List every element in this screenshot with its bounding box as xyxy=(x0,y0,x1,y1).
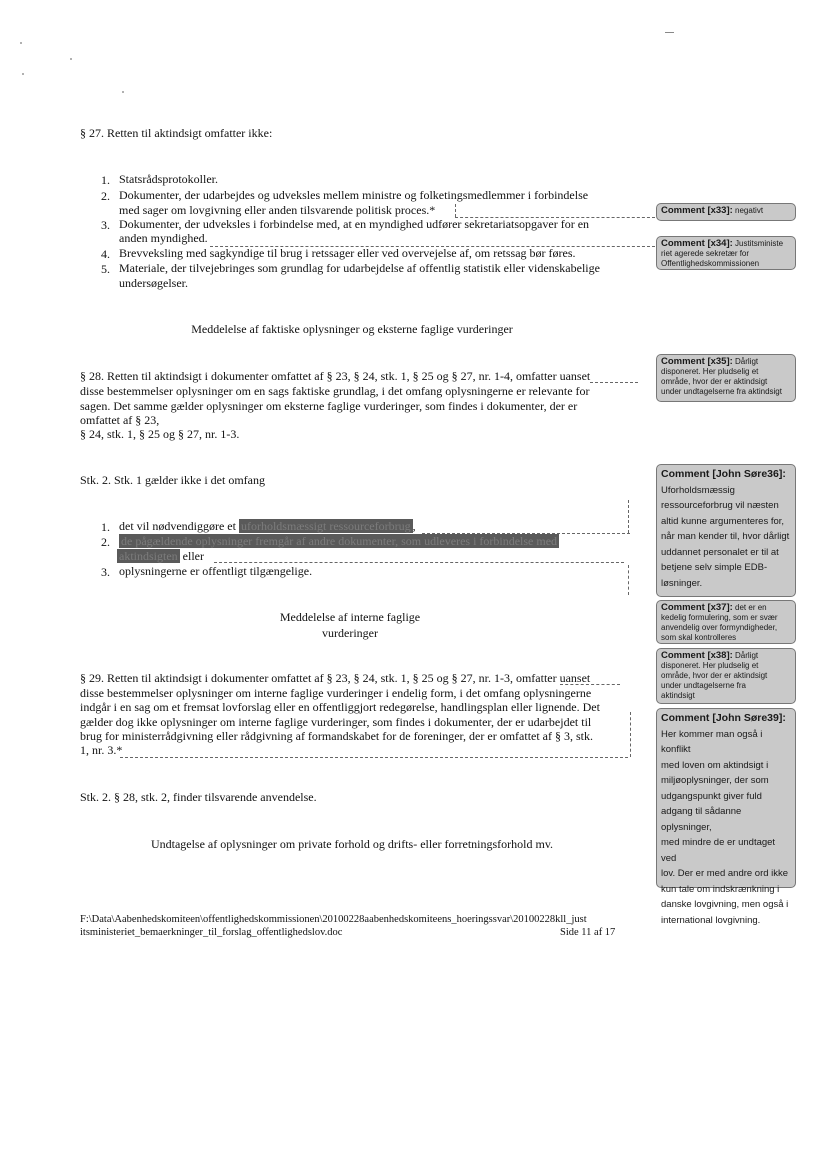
redacted-text: aktindsigten xyxy=(119,549,178,563)
comment-body: område, hvor der er aktindsigt xyxy=(661,377,768,386)
comment-body: uddannet personalet er til at xyxy=(661,546,779,558)
list-item-text: Statsrådsprotokoller. xyxy=(119,172,218,186)
scan-speck xyxy=(22,73,24,75)
redacted-text: uforholdsmæssigt ressourceforbrug xyxy=(240,519,411,533)
comment-body: anvendelig over formyndigheder, xyxy=(661,623,778,632)
comment-body: Uforholdsmæssig xyxy=(661,484,735,496)
comment-body: lov. Der er med andre ord ikke xyxy=(661,868,789,879)
comment-body: med mindre de er undtaget ved xyxy=(661,837,776,864)
paragraph-line: sagen. Det samme gælder oplysninger om eksterne faglige vurderinger, som findes i dokumenter, der er xyxy=(80,399,578,413)
list-number: 5. xyxy=(101,262,110,276)
comment-body: disponeret. Her pludselig et xyxy=(661,661,759,670)
comment-body: danske lovgivning, men også i xyxy=(661,899,789,910)
footer-path: F:\Data\Aabenhedskomiteen\offentlighedskommissionen\20100228aabenhedskomiteens_hoeringssvar\20100228kll_just xyxy=(80,914,587,925)
list-item-punct: , xyxy=(412,519,416,533)
list-number: 3. xyxy=(101,218,110,232)
section-heading: Meddelelse af faktiske oplysninger og eksterne faglige vurderinger xyxy=(191,322,513,336)
list-item-text-a: det vil nødvendiggøre et xyxy=(119,519,236,533)
section-heading: vurderinger xyxy=(322,626,378,640)
comment-body: under undtagelserne fra aktindsigt xyxy=(661,387,782,396)
comment-body: riet agerede sekretær for xyxy=(661,249,750,258)
comment-title: Comment [John Søre39]: xyxy=(661,712,786,724)
comment-balloon[interactable] xyxy=(656,236,796,270)
redacted-text: de pågældende oplysninger fremgår af andre dokumenter, som udleveres i forbindelse med xyxy=(121,534,558,548)
comment-body: Dårligt xyxy=(735,357,759,366)
comment-balloon[interactable] xyxy=(656,464,796,597)
comment-body: som skal kontrolleres xyxy=(661,633,737,642)
comment-connector xyxy=(214,562,624,563)
list-number: 1. xyxy=(101,520,110,534)
comment-connector xyxy=(455,204,456,217)
comment-body: Offentlighedskommissionen xyxy=(661,259,760,268)
comment-body: miljøoplysninger, der som xyxy=(661,775,769,786)
comment-body: område, hvor der er aktindsigt xyxy=(661,671,768,680)
comment-body: Justitsministe xyxy=(735,239,784,248)
comment-connector xyxy=(628,500,629,533)
comment-body: med loven om aktindsigt i xyxy=(661,759,769,771)
list-number: 4. xyxy=(101,247,110,261)
comment-body: aktindsigt xyxy=(661,691,695,700)
list-item-text: Dokumenter, der udveksles i forbindelse med, at en myndighed udfører sekretariatsopgaver for en xyxy=(119,217,590,231)
comment-body: udgangspunkt giver fuld xyxy=(661,790,762,802)
paragraph-line: § 24, stk. 1, § 25 og § 27, nr. 1-3. xyxy=(80,427,240,441)
scan-speck xyxy=(665,32,674,33)
comment-balloon[interactable] xyxy=(656,600,796,644)
comment-connector xyxy=(590,382,638,383)
scan-speck xyxy=(70,58,72,60)
section-heading: Undtagelse af oplysninger om private forhold og drifts- eller forretningsforhold mv. xyxy=(150,837,554,851)
comment-body: disponeret. Her pludselig et xyxy=(661,367,759,376)
list-number: 2. xyxy=(101,535,110,549)
comment-connector xyxy=(560,684,620,685)
paragraph-line: § 29. Retten til aktindsigt i dokumenter omfattet af § 23, § 24, stk. 1, § 25 og § 27, nr. 1-3, omfatter uanset xyxy=(80,671,591,685)
list-item-text: med sager om lovgivning eller anden tilsvarende politisk proces.* xyxy=(119,203,436,217)
list-item-text: Dokumenter, der udarbejdes og udveksles mellem ministre og folketingsmedlemmer i forbindelse xyxy=(119,188,589,202)
comment-connector xyxy=(455,217,655,218)
comment-body: international lovgivning. xyxy=(661,914,761,926)
list-item-text xyxy=(119,520,416,533)
comment-body: Her kommer man også i konflikt xyxy=(661,728,763,755)
paragraph-line: § 28. Retten til aktindsigt i dokumenter omfattet af § 23, § 24, stk. 1, § 25 og § 27, nr. 1-4, omfatter uanset xyxy=(80,369,591,383)
footer-path: itsministeriet_bemaerkninger_til_forslag_offentlighedslov.doc xyxy=(80,927,343,938)
comment-connector xyxy=(210,246,655,247)
paragraph-line: disse bestemmelser oplysninger om interne faglige vurderinger i endelig form, i det omfang oplysningerne xyxy=(80,686,592,700)
paragraph-line: brug for ministerrådgivning eller rådgivning af formandskabet for de foreninger, der er omfattet af § 3, stk. xyxy=(80,729,594,743)
comment-connector xyxy=(628,565,629,595)
comment-body: Dårligt xyxy=(735,651,759,660)
paragraph-line: disse bestemmelser oplysninger om en sags faktiske grundlag, i det omfang oplysningerne er relevante for xyxy=(80,384,590,398)
comment-balloon[interactable] xyxy=(656,648,796,704)
list-item-text xyxy=(117,550,204,563)
list-item-text-b: eller xyxy=(179,549,204,563)
comment-balloon[interactable] xyxy=(656,354,796,402)
paragraph-line: gælder dog ikke oplysninger om interne faglige vurderinger, som findes i dokumenter, der er udarbejdet til xyxy=(80,715,592,729)
comment-title: Comment [x38]: xyxy=(661,650,733,661)
comment-body: kun tale om indskrænkning i xyxy=(661,883,780,895)
comment-connector xyxy=(120,757,628,758)
paragraph-line: indgår i en sag om et fremsat lovforslag eller en offentliggjort redegørelse, handlingsplan eller lignende. Det xyxy=(80,700,600,714)
page-number: Side 11 af 17 xyxy=(560,927,616,938)
comment-title: Comment [John Søre36]: xyxy=(661,468,786,480)
section-heading: Meddelelse af interne faglige xyxy=(279,610,421,624)
paragraph-line: omfattet af § 23, xyxy=(80,413,160,427)
list-item-text: Brevveksling med sagkyndige til brug i retssager eller ved overvejelse af, om retssag bør føres. xyxy=(119,246,576,260)
scan-speck xyxy=(20,42,22,44)
stk2-line: Stk. 2. Stk. 1 gælder ikke i det omfang xyxy=(80,473,265,487)
list-item-text xyxy=(119,535,559,548)
comment-connector xyxy=(630,712,631,757)
comment-body: løsninger. xyxy=(661,577,703,589)
list-number: 3. xyxy=(101,565,110,579)
comment-body: det er en xyxy=(735,603,767,612)
list-item-text: undersøgelser. xyxy=(119,276,188,290)
scan-speck xyxy=(122,91,124,93)
comment-title: Comment [x33]: xyxy=(661,205,733,216)
comment-body: når man kender til, hvor dårligt xyxy=(661,531,790,542)
comment-balloon[interactable] xyxy=(656,708,796,926)
comment-title: Comment [x37]: xyxy=(661,602,733,613)
comment-title: Comment [x34]: xyxy=(661,238,733,249)
comment-body: ressourceforbrug vil næsten xyxy=(661,500,779,511)
comment-balloon[interactable] xyxy=(656,203,796,221)
list-number: 1. xyxy=(101,173,110,187)
comment-body: under undtagelserne fra xyxy=(661,681,746,690)
section-27-heading: § 27. Retten til aktindsigt omfatter ikke: xyxy=(80,126,273,140)
list-item-text: oplysningerne er offentligt tilgængelige. xyxy=(119,564,313,578)
comment-title: Comment [x35]: xyxy=(661,356,733,367)
comment-body: betjene selv simple EDB- xyxy=(661,562,768,573)
stk2-line: Stk. 2. § 28, stk. 2, finder tilsvarende anvendelse. xyxy=(80,790,317,804)
comment-connector xyxy=(422,533,630,534)
comment-body: negativt xyxy=(735,206,764,215)
list-number: 2. xyxy=(101,189,110,203)
list-item-text: anden myndighed. xyxy=(119,231,208,245)
comment-body: kedelig formulering, som er svær xyxy=(661,613,778,622)
comment-body: altid kunne argumenteres for, xyxy=(661,515,785,527)
comment-body: adgang til sådanne oplysninger, xyxy=(661,806,742,833)
list-item-text: Materiale, der tilvejebringes som grundlag for udarbejdelse af offentlig statistik eller videnskabelige xyxy=(119,261,600,275)
paragraph-line: 1, nr. 3.* xyxy=(80,743,123,757)
